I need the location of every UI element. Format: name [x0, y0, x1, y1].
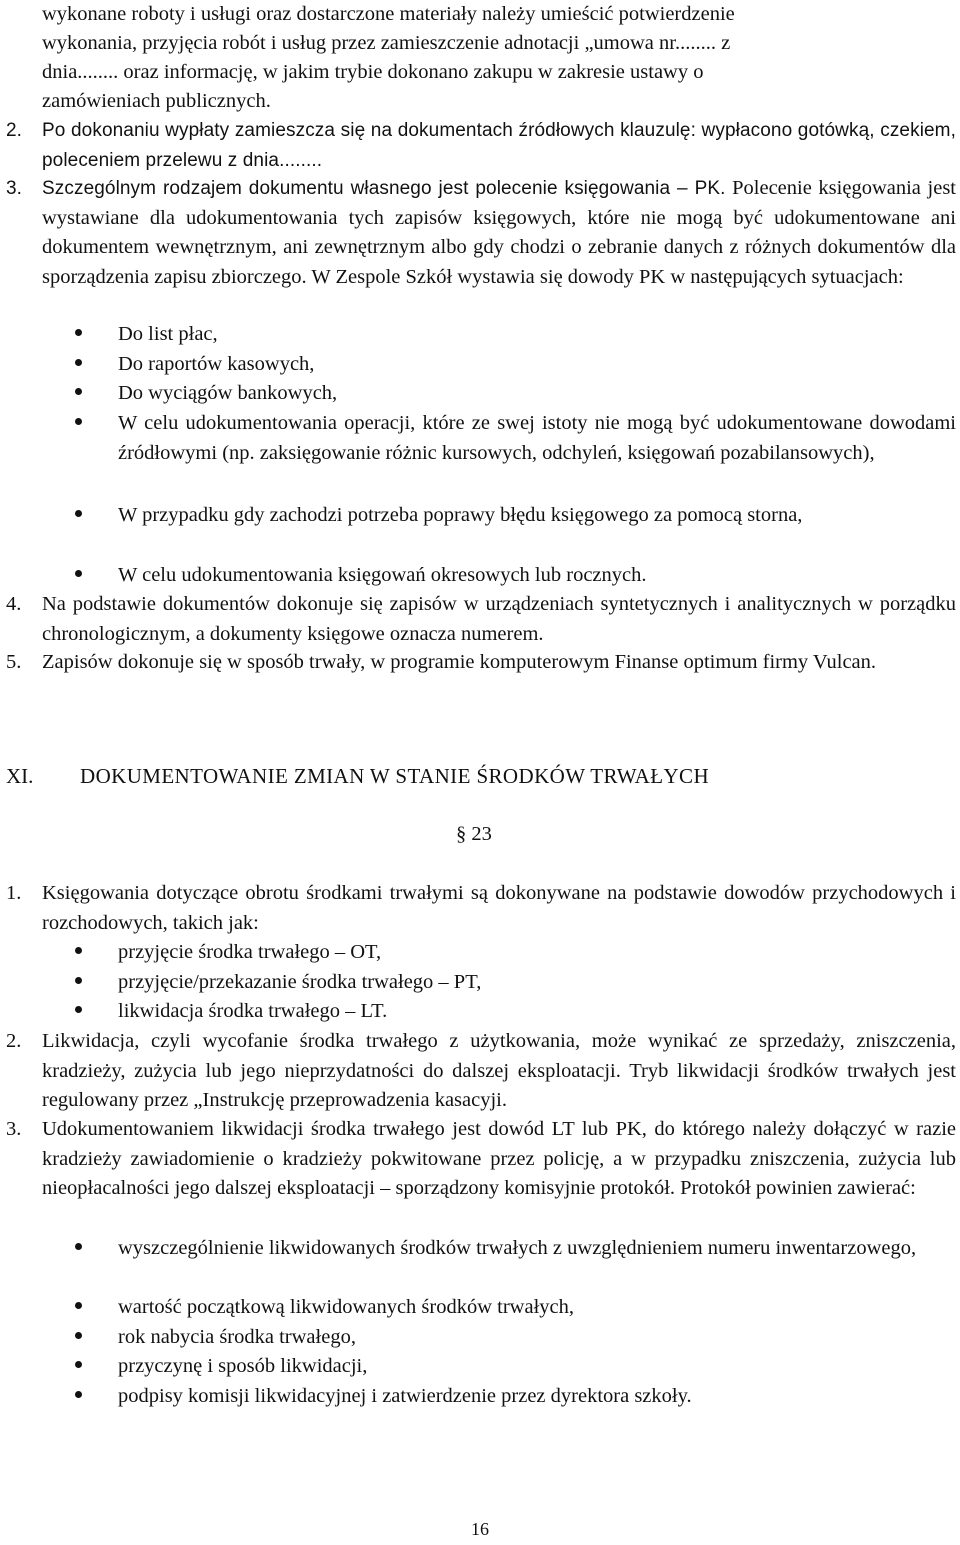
intro-line-1: wykonane roboty i usługi oraz dostarczone materiały należy umieścić potwierdzenie — [42, 3, 735, 25]
intro-line-2: wykonania, przyjęcia robót i usług przez zamieszczenie adnotacji „umowa nr........ z — [42, 32, 731, 54]
item-4-text: Na podstawie dokumentów dokonuje się zapisów w urządzeniach syntetycznych i analitycznych w porządku chronologicznym, a dokumenty księgowe oznacza numerem. — [42, 593, 956, 645]
section-item-3-text: Udokumentowaniem likwidacji środka trwałego jest dowód LT lub PK, do którego należy dołączyć w razie kradzieży zawiadomienie o kradzieży pokwitowane przez policję, a w przypadku zniszczenia, zużycia lub nieopłacalności jego dalszej eksploatacji – sporządzony komisyjnie protokół. Protokół powinien zawierać: — [42, 1118, 956, 1199]
bullet-icon — [75, 1332, 82, 1339]
intro-line-3: dnia........ oraz informację, w jakim trybie dokonano zakupu w zakresie ustawy o — [42, 61, 704, 83]
item-3-text: Polecenie księgowania jest wystawiane dla udokumentowania tych zapisów księgowych, które nie mogą być udokumentowane ani dokumentem wewnętrznym, ani zewnętrznym albo gdy chodzi o zebranie danych z różnych dokumentów dla sporządzenia zapisu zbiorczego. W Zespole Szkół wystawia się dowody PK w następujących sytuacjach: — [42, 177, 956, 288]
bullet-icon — [75, 388, 82, 395]
bullet-icon — [75, 1302, 82, 1309]
item-3-bullet-6: W celu udokumentowania księgowań okresowych lub rocznych. — [118, 564, 647, 586]
bullet-icon — [75, 977, 82, 984]
bullet-icon — [75, 510, 82, 517]
section-item-3-bullet-1: wyszczególnienie likwidowanych środków trwałych z uwzględnieniem numeru inwentarzowego, — [118, 1237, 917, 1259]
bullet-icon — [75, 947, 82, 954]
item-4-number: 4. — [6, 593, 22, 615]
intro-line-4: zamówieniach publicznych. — [42, 90, 271, 112]
bullet-icon — [75, 359, 82, 366]
section-item-3-bullet-2: wartość początkową likwidowanych środków trwałych, — [118, 1296, 574, 1318]
item-5-text: Zapisów dokonuje się w sposób trwały, w programie komputerowym Finanse optimum firmy Vulcan. — [42, 651, 877, 673]
item-5-number: 5. — [6, 651, 22, 673]
section-item-3-bullet-3: rok nabycia środka trwałego, — [118, 1326, 356, 1348]
item-3-bullet-1: Do list płac, — [118, 323, 218, 345]
section-item-1-text: Księgowania dotyczące obrotu środkami trwałymi są dokonywane na podstawie dowodów przychodowych i rozchodowych, takich jak: — [42, 882, 956, 934]
bullet-icon — [75, 1361, 82, 1368]
item-3-paragraph — [42, 174, 956, 292]
section-number: XI. — [6, 764, 34, 788]
section-item-1-bullet-1: przyjęcie środka trwałego – OT, — [118, 941, 382, 963]
item-3-bullet-2: Do raportów kasowych, — [118, 353, 315, 375]
section-item-2-number: 2. — [6, 1030, 22, 1052]
section-item-1-number: 1. — [6, 882, 22, 904]
page-number: 16 — [471, 1519, 489, 1539]
item-3-bullet-4: W celu udokumentowania operacji, które ze swej istoty nie mogą być udokumentowane dowodami źródłowymi (np. zaksięgowanie różnic kursowych, odchyleń, księgowań pozabilansowych), — [118, 412, 956, 464]
section-item-3-bullet-4: przyczynę i sposób likwidacji, — [118, 1355, 368, 1377]
section-item-3-bullet-5: podpisy komisji likwidacyjnej i zatwierdzenie przez dyrektora szkoły. — [118, 1385, 692, 1407]
section-title: DOKUMENTOWANIE ZMIAN W STANIE ŚRODKÓW TRWAŁYCH — [80, 764, 710, 788]
bullet-icon — [75, 1243, 82, 1250]
bullet-icon — [75, 329, 82, 336]
bullet-icon — [75, 1006, 82, 1013]
bullet-icon — [75, 1391, 82, 1398]
section-item-2-text: Likwidacja, czyli wycofanie środka trwałego z użytkowania, może wynikać ze sprzedaży, zniszczenia, kradzieży, zużycia lub jego nieprzydatności do dalszej eksploatacji. Tryb likwidacji środków trwałych jest regulowany przez „Instrukcję przeprowadzenia kasacyji. — [42, 1030, 956, 1111]
section-item-1-bullet-2: przyjęcie/przekazanie środka trwałego – PT, — [118, 971, 482, 993]
item-3-number: 3. — [6, 178, 23, 199]
item-2-number: 2. — [6, 120, 23, 141]
item-3-bullet-5: W przypadku gdy zachodzi potrzeba poprawy błędu księgowego za pomocą storna, — [118, 504, 803, 526]
paragraph-symbol: § 23 — [456, 823, 492, 845]
item-3-bullet-3: Do wyciągów bankowych, — [118, 382, 338, 404]
bullet-icon — [75, 418, 82, 425]
item-3-lead: Szczególnym rodzajem dokumentu własnego jest polecenie księgowania – PK. — [42, 178, 726, 199]
bullet-icon — [75, 570, 82, 577]
section-item-1-bullet-3: likwidacja środka trwałego – LT. — [118, 1000, 388, 1022]
section-item-3-number: 3. — [6, 1118, 22, 1140]
item-2-text: Po dokonaniu wypłaty zamieszcza się na dokumentach źródłowych klauzulę: wypłacono gotówką, czekiem, poleceniem przelewu z dnia........ — [42, 120, 956, 171]
